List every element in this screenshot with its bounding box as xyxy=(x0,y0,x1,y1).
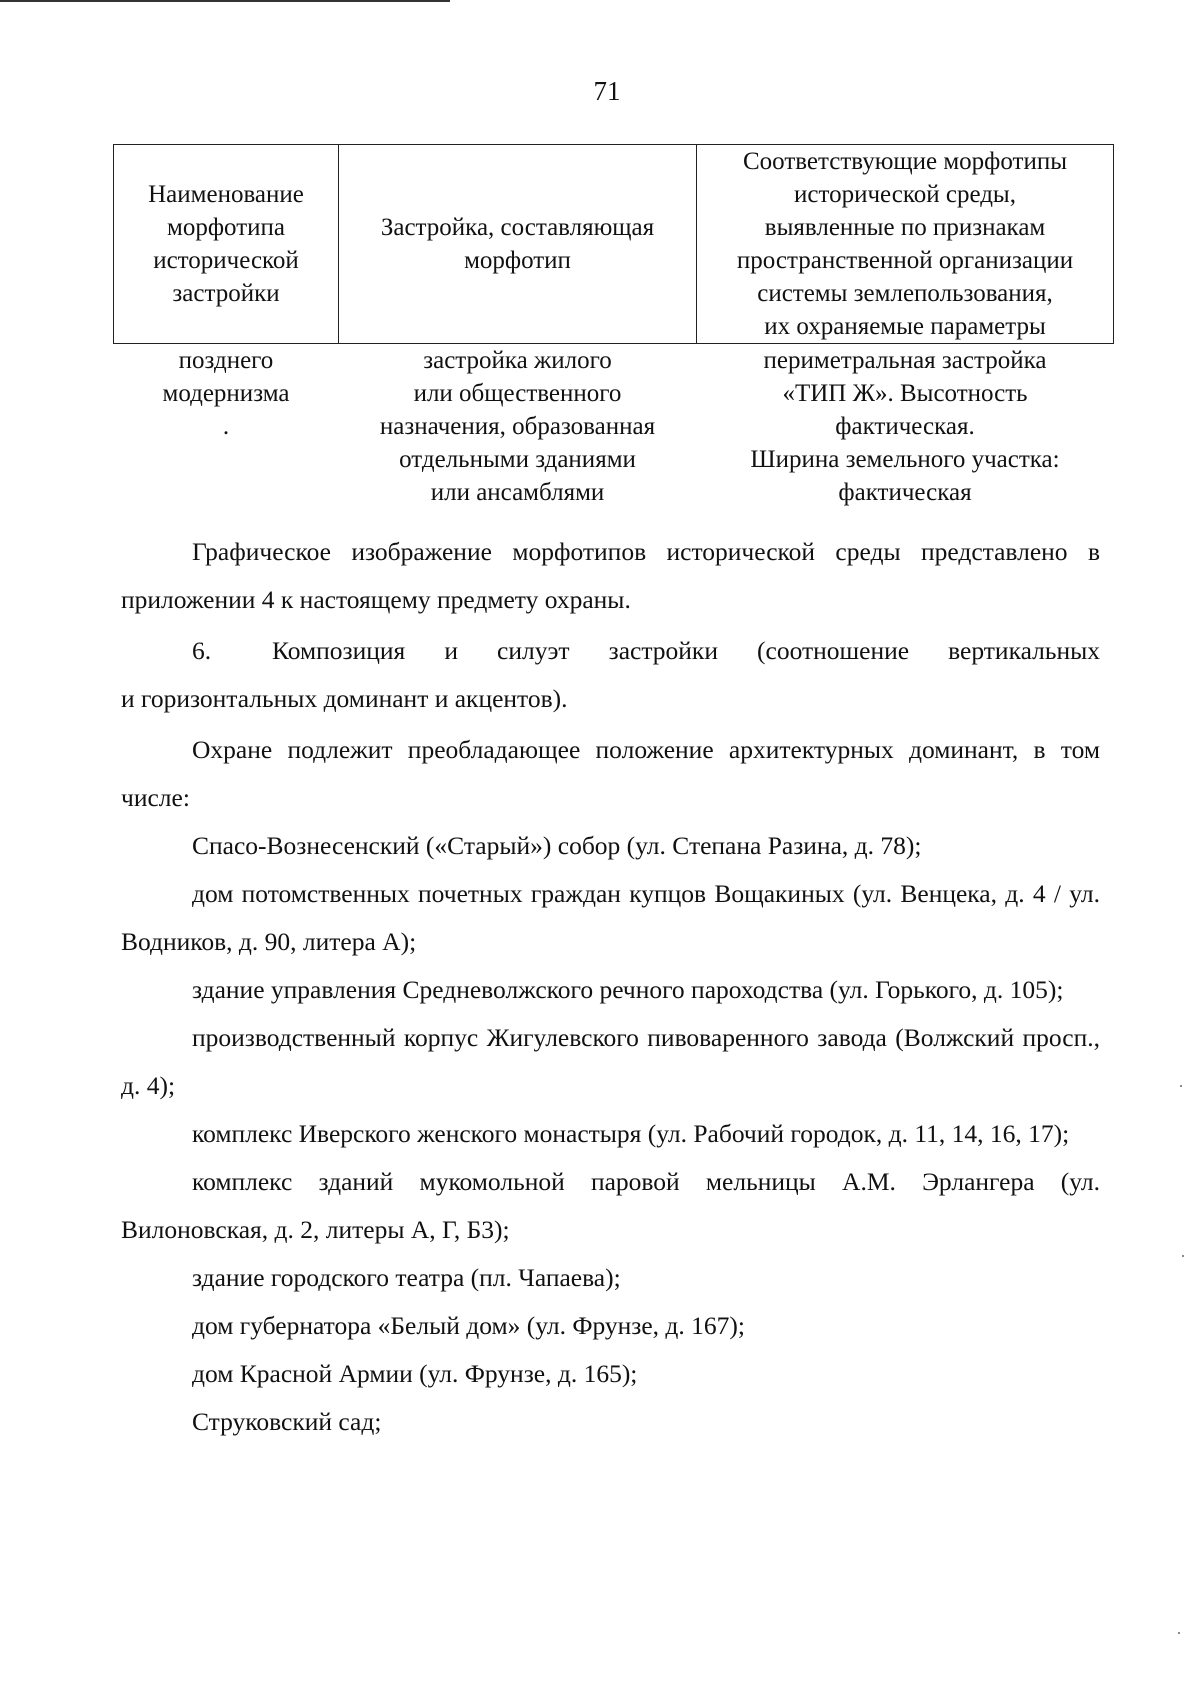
scan-speck xyxy=(1178,1632,1180,1634)
section-number: 6. xyxy=(192,636,212,665)
cell-line: модернизма xyxy=(162,380,290,407)
scan-edge-line xyxy=(0,0,450,2)
header-line: застройки xyxy=(172,280,280,307)
cell-line: отдельными зданиями xyxy=(399,446,636,473)
page-number: 71 xyxy=(593,76,621,106)
header-line: Наименование xyxy=(148,181,304,208)
cell-morphotype xyxy=(114,344,339,510)
scan-speck xyxy=(1182,1255,1184,1257)
stray-dot: . xyxy=(222,413,230,440)
list-item: производственный корпус Жигулевского пивоваренного завода (Волжский просп., д. 4); xyxy=(121,1023,1100,1100)
list-item: дом Красной Армии (ул. Фрунзе, д. 165); xyxy=(192,1359,638,1388)
header-morphotype-name xyxy=(114,145,339,344)
header-environment-morphotypes xyxy=(697,145,1114,344)
section-title-line-1: Композиция и силуэт застройки (соотношение вертикальных xyxy=(272,636,1100,665)
list-item: дом губернатора «Белый дом» (ул. Фрунзе, д. 167); xyxy=(192,1311,745,1340)
cell-line: или общественного xyxy=(413,380,622,407)
list-item: дом потомственных почетных граждан купцов Вощакиных (ул. Венцека, д. 4 / ул. Водников, д. 90, литера А); xyxy=(121,879,1100,956)
header-buildings xyxy=(339,145,697,344)
cell-line: позднего xyxy=(178,347,274,374)
header-line: Соответствующие морфотипы xyxy=(742,148,1068,175)
header-line: исторической xyxy=(153,247,299,274)
body-text xyxy=(121,528,1100,1446)
section-6-heading xyxy=(121,627,1100,675)
section-6-heading-cont: и горизонтальных доминант и акцентов). xyxy=(121,684,568,713)
header-line: пространственной организации xyxy=(736,247,1074,274)
cell-line: застройка жилого xyxy=(423,347,612,374)
table-header-row xyxy=(114,145,1114,344)
list-item: здание городского театра (пл. Чапаева); xyxy=(192,1263,621,1292)
list-item: комплекс зданий мукомольной паровой мельницы А.М. Эрлангера (ул. Вилоновская, д. 2, литеры А, Г, Б3); xyxy=(121,1167,1100,1244)
cell-parameters xyxy=(697,344,1114,510)
cell-line: периметральная застройка xyxy=(763,347,1047,374)
morphotype-table xyxy=(113,144,1114,509)
list-item: Струковский сад; xyxy=(192,1407,382,1436)
header-line: исторической среды, xyxy=(794,181,1016,208)
paragraph-protection: Охране подлежит преобладающее положение архитектурных доминант, в том числе: xyxy=(121,735,1100,812)
list-item: Спасо-Вознесенский («Старый») собор (ул. Степана Разина, д. 78); xyxy=(192,831,922,860)
paragraph-graphic-representation: Графическое изображение морфотипов исторической среды представлено в приложении 4 к настоящему предмету охраны. xyxy=(121,537,1100,614)
cell-line: Ширина земельного участка: xyxy=(750,446,1060,473)
header-line: морфотипа xyxy=(167,214,285,241)
header-line: выявленные по признакам xyxy=(764,214,1046,241)
cell-line: фактическая xyxy=(838,479,972,506)
list-item: комплекс Иверского женского монастыря (ул. Рабочий городок, д. 11, 14, 16, 17); xyxy=(192,1119,1070,1148)
header-line: системы землепользования, xyxy=(757,280,1053,307)
cell-line: фактическая. xyxy=(835,413,975,440)
cell-buildings xyxy=(339,344,697,510)
cell-line: или ансамблями xyxy=(430,479,605,506)
scan-speck xyxy=(1180,1085,1182,1087)
cell-line: «ТИП Ж». Высотность xyxy=(782,380,1028,407)
cell-line: назначения, образованная xyxy=(379,413,656,440)
table-row xyxy=(114,344,1114,510)
header-line: Застройка, составляющая xyxy=(380,214,655,241)
list-item: здание управления Средневолжского речного пароходства (ул. Горького, д. 105); xyxy=(192,975,1064,1004)
header-line: морфотип xyxy=(464,247,571,274)
header-line: их охраняемые параметры xyxy=(764,313,1046,340)
